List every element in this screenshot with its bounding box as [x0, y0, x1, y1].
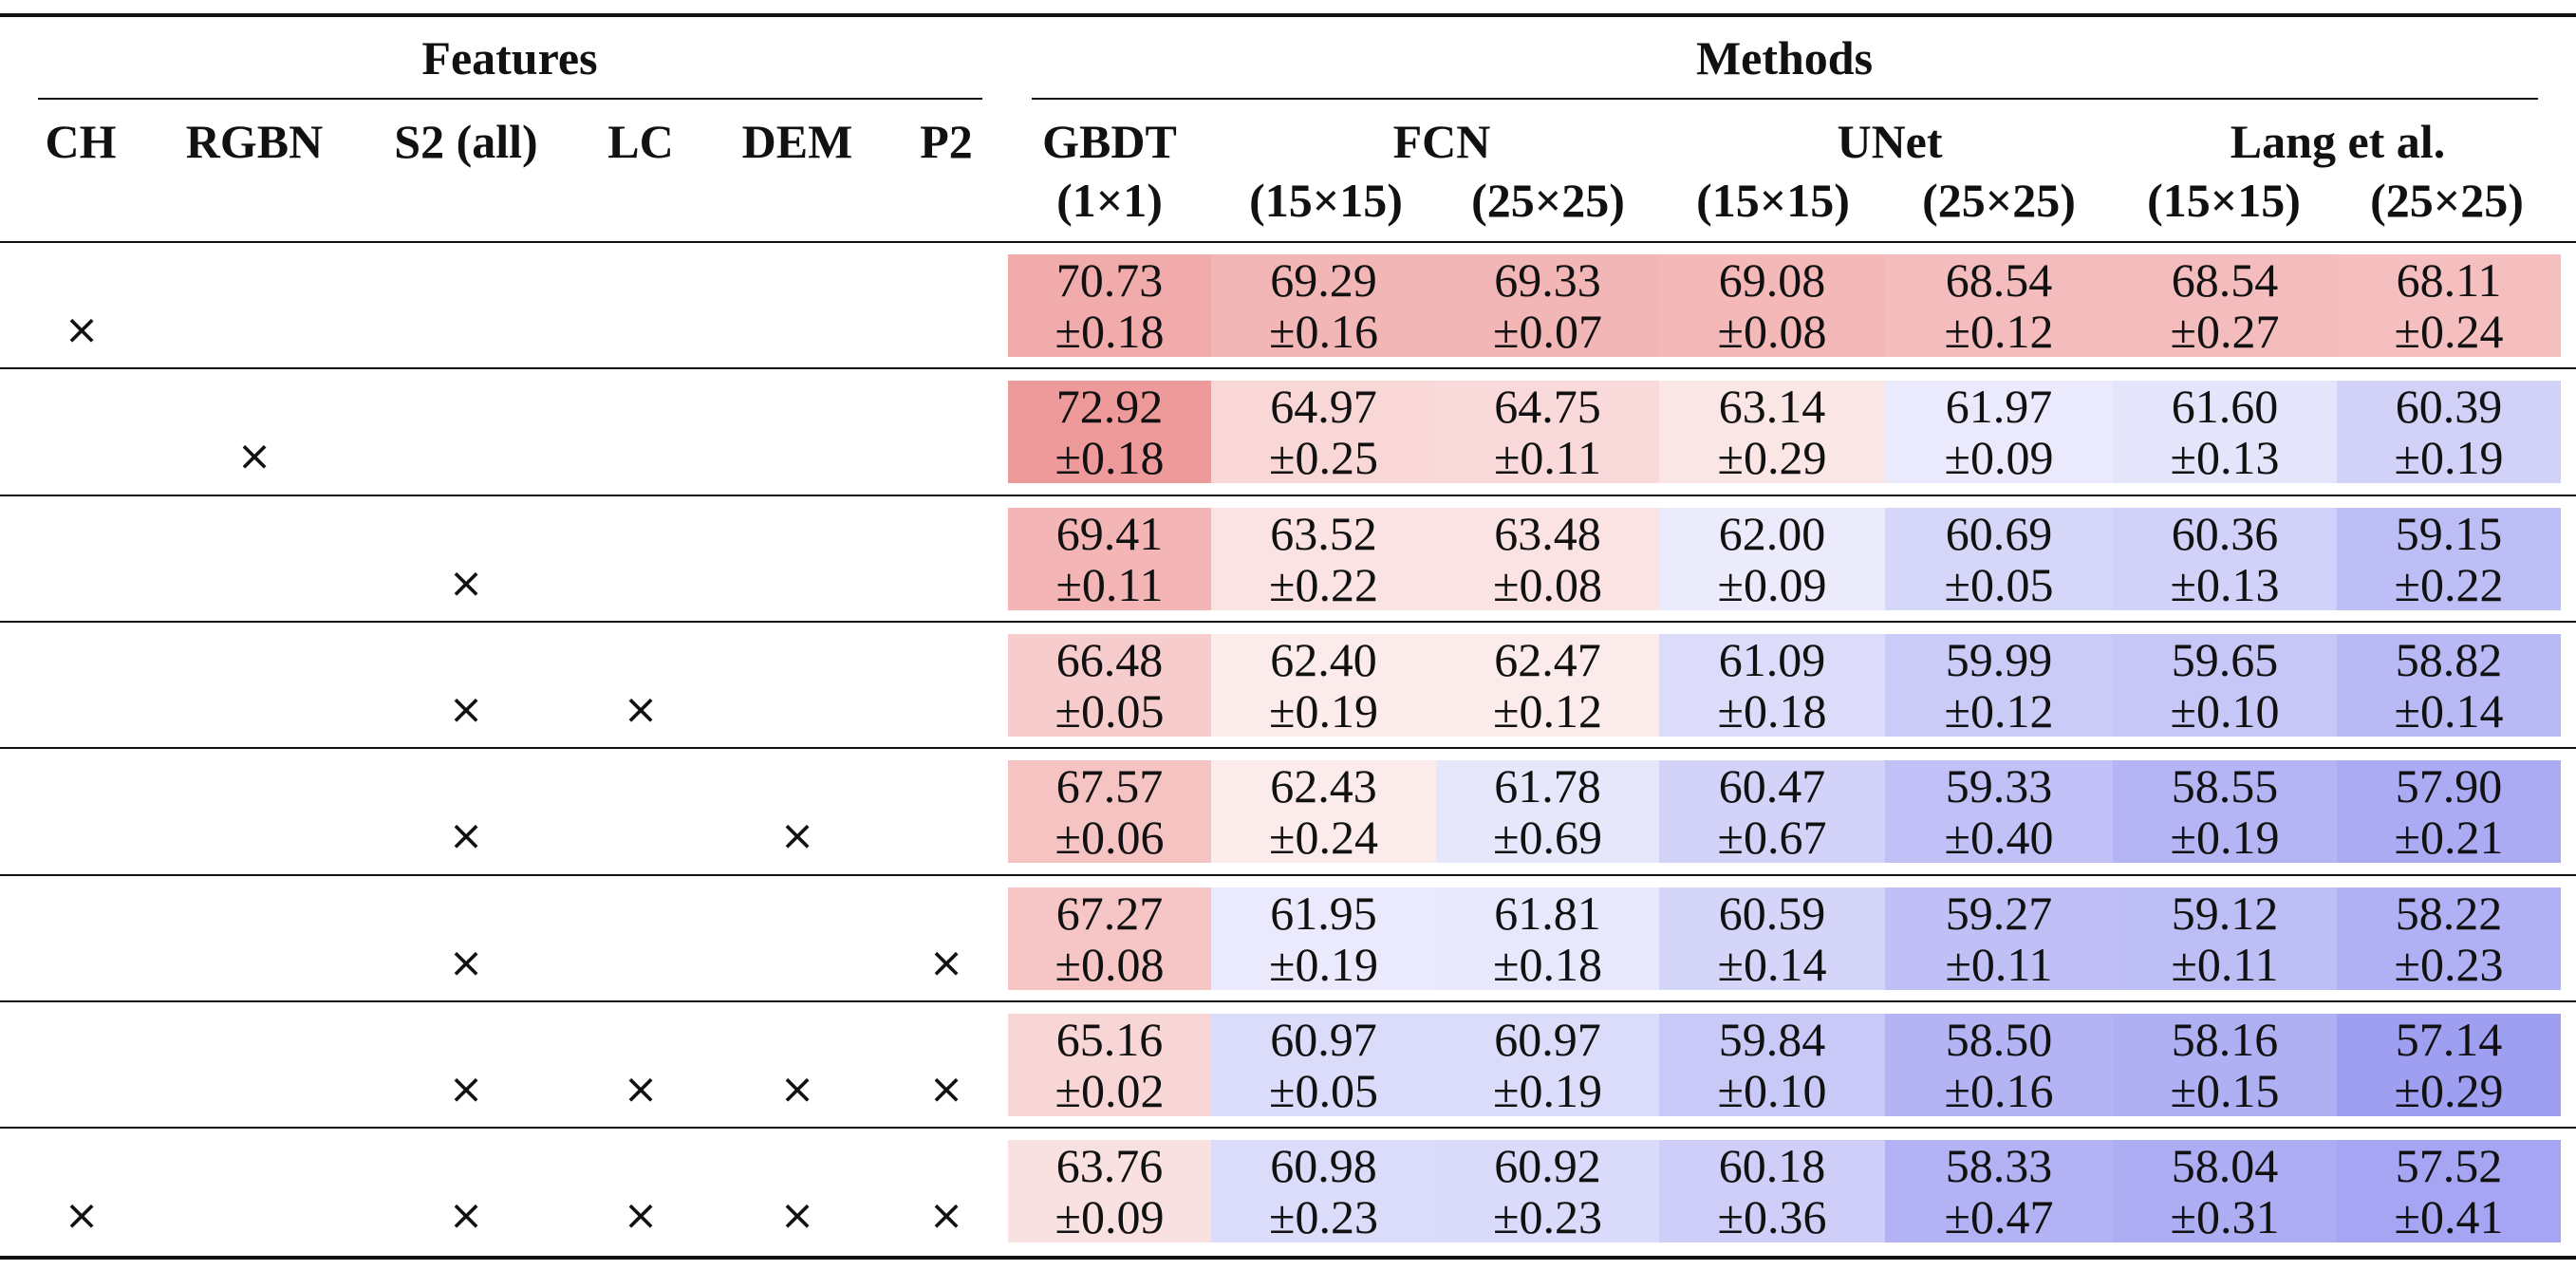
cell-std: ±0.25 — [1269, 431, 1378, 485]
feature-mark-ch: × — [64, 1191, 100, 1241]
cell-mean: 57.90 — [2395, 759, 2503, 813]
cell-mean: 59.65 — [2171, 632, 2279, 686]
cell-mean: 61.95 — [1270, 886, 1377, 940]
cell-std: ±0.41 — [2394, 1190, 2504, 1244]
cell-std: ±0.10 — [2170, 683, 2280, 738]
table-cell — [1885, 634, 2113, 737]
cell-mean: 61.81 — [1494, 886, 1601, 940]
size-header: (15×15) — [1696, 174, 1850, 227]
feature-mark-s2: × — [448, 684, 484, 734]
feature-mark-lc: × — [623, 1064, 659, 1113]
table-cell — [1436, 1140, 1659, 1242]
table-cell — [1885, 381, 2113, 483]
cell-mean: 70.73 — [1055, 253, 1164, 307]
table-cell — [1659, 1140, 1885, 1242]
cell-std: ±0.11 — [1055, 557, 1164, 611]
cell-std: ±0.18 — [1055, 431, 1165, 485]
size-header: (25×25) — [1922, 174, 2076, 227]
cell-std: ±0.14 — [1717, 937, 1827, 991]
cell-std: ±0.69 — [1493, 811, 1602, 865]
cell-mean: 60.97 — [1494, 1012, 1601, 1066]
cell-std: ±0.47 — [1944, 1190, 2054, 1244]
table-cell — [1436, 1014, 1659, 1116]
table-cell — [2113, 887, 2337, 990]
feature-mark-s2: × — [448, 938, 484, 987]
table-cell — [1659, 254, 1885, 357]
cell-std: ±0.24 — [2394, 305, 2504, 358]
cell-std: ±0.18 — [1493, 937, 1602, 991]
table-cell — [1436, 760, 1659, 863]
cell-mean: 59.99 — [1945, 632, 2053, 686]
table-cell — [2113, 254, 2337, 357]
cell-mean: 69.41 — [1055, 506, 1164, 560]
cell-mean: 58.04 — [2171, 1139, 2279, 1193]
cell-mean: 59.12 — [2171, 886, 2279, 940]
cell-mean: 60.39 — [2395, 380, 2503, 434]
cell-std: ±0.23 — [2394, 937, 2504, 991]
cell-mean: 58.22 — [2395, 886, 2503, 940]
table-cell — [1885, 508, 2113, 610]
cell-std: ±0.67 — [1717, 811, 1827, 865]
feature-mark-s2: × — [448, 558, 484, 607]
feature-mark-rgbn: × — [236, 432, 272, 481]
feature-header-dem: DEM — [741, 115, 853, 168]
table-cell — [1885, 1140, 2113, 1242]
cell-std: ±0.08 — [1493, 557, 1602, 611]
table-cell — [2113, 508, 2337, 610]
cell-std: ±0.11 — [1945, 937, 2053, 991]
cell-std: ±0.22 — [1269, 557, 1378, 611]
cell-mean: 59.27 — [1945, 886, 2053, 940]
cell-std: ±0.12 — [1493, 683, 1602, 738]
size-header: (1×1) — [1056, 174, 1163, 227]
cell-std: ±0.08 — [1055, 937, 1165, 991]
cell-mean: 65.16 — [1055, 1012, 1164, 1066]
row-separator — [0, 1000, 2576, 1002]
cell-mean: 57.52 — [2395, 1139, 2503, 1193]
cell-std: ±0.05 — [1269, 1063, 1378, 1117]
size-header: (15×15) — [2147, 174, 2301, 227]
cell-std: ±0.10 — [1717, 1063, 1827, 1117]
cell-std: ±0.19 — [2394, 431, 2504, 485]
cell-std: ±0.15 — [2170, 1063, 2280, 1117]
feature-header-p2: P2 — [920, 115, 973, 168]
size-header: (25×25) — [2370, 174, 2524, 227]
cell-mean: 60.69 — [1945, 506, 2053, 560]
table-cell — [1008, 634, 1211, 737]
cell-mean: 63.48 — [1494, 506, 1601, 560]
table-cell — [1008, 1014, 1211, 1116]
cell-std: ±0.09 — [1055, 1190, 1165, 1244]
cell-std: ±0.18 — [1055, 305, 1165, 358]
feature-header-ch: CH — [45, 115, 117, 168]
table-cell — [1008, 254, 1211, 357]
cell-std: ±0.16 — [1944, 1063, 2054, 1117]
cell-std: ±0.29 — [1717, 431, 1827, 485]
table-cell — [1008, 887, 1211, 990]
cell-mean: 62.00 — [1718, 506, 1826, 560]
feature-mark-ch: × — [64, 306, 100, 354]
cell-mean: 57.14 — [2395, 1012, 2503, 1066]
feature-mark-lc: × — [623, 684, 659, 734]
table-cell — [1211, 508, 1436, 610]
method-header-unet: UNet — [1837, 115, 1943, 168]
cell-std: ±0.29 — [2394, 1063, 2504, 1117]
table-cell — [2113, 634, 2337, 737]
cell-mean: 72.92 — [1055, 380, 1164, 434]
row-separator — [0, 495, 2576, 496]
method-header-fcn: FCN — [1392, 115, 1491, 168]
cell-mean: 68.11 — [2396, 253, 2502, 307]
cell-mean: 58.16 — [2171, 1012, 2279, 1066]
feature-mark-dem: × — [779, 1191, 815, 1241]
cell-std: ±0.05 — [1055, 683, 1165, 738]
cell-std: ±0.16 — [1269, 305, 1378, 358]
cell-mean: 61.60 — [2171, 380, 2279, 434]
cell-mean: 61.97 — [1945, 380, 2053, 434]
cell-std: ±0.09 — [1717, 557, 1827, 611]
cell-std: ±0.22 — [2394, 557, 2504, 611]
cell-std: ±0.12 — [1944, 683, 2054, 738]
table-cell — [2337, 1014, 2561, 1116]
feature-mark-s2: × — [448, 1191, 484, 1241]
cell-mean: 60.98 — [1270, 1139, 1377, 1193]
table-cell — [1211, 381, 1436, 483]
cell-std: ±0.08 — [1717, 305, 1827, 358]
cell-std: ±0.07 — [1493, 305, 1602, 358]
row-separator — [0, 1127, 2576, 1129]
table-cell — [1659, 508, 1885, 610]
methods-group-rule — [1032, 98, 2538, 100]
cell-mean: 61.78 — [1494, 759, 1601, 813]
table-cell — [1885, 1014, 2113, 1116]
feature-header-s2: S2 (all) — [394, 115, 538, 168]
methods-group-header: Methods — [1695, 31, 1874, 84]
cell-mean: 64.97 — [1270, 380, 1377, 434]
table-cell — [2337, 1140, 2561, 1242]
feature-mark-lc: × — [623, 1191, 659, 1241]
cell-std: ±0.11 — [1493, 431, 1602, 485]
table-cell — [1436, 634, 1659, 737]
table-cell — [2337, 634, 2561, 737]
cell-mean: 69.33 — [1494, 253, 1601, 307]
cell-std: ±0.09 — [1944, 431, 2054, 485]
table-cell — [1008, 1140, 1211, 1242]
table-cell — [1008, 381, 1211, 483]
cell-std: ±0.23 — [1493, 1190, 1602, 1244]
cell-std: ±0.11 — [2171, 937, 2279, 991]
table-cell — [2113, 1014, 2337, 1116]
size-header: (25×25) — [1471, 174, 1625, 227]
cell-std: ±0.18 — [1717, 683, 1827, 738]
cell-std: ±0.36 — [1717, 1190, 1827, 1244]
cell-mean: 63.52 — [1270, 506, 1377, 560]
cell-std: ±0.06 — [1055, 811, 1165, 865]
cell-mean: 59.84 — [1718, 1012, 1826, 1066]
cell-mean: 62.47 — [1494, 632, 1601, 686]
cell-std: ±0.21 — [2394, 811, 2504, 865]
cell-std: ±0.19 — [1493, 1063, 1602, 1117]
cell-mean: 60.18 — [1718, 1139, 1826, 1193]
cell-mean: 68.54 — [2171, 253, 2279, 307]
table-cell — [1211, 760, 1436, 863]
row-separator — [0, 367, 2576, 369]
table-cell — [1436, 254, 1659, 357]
table-cell — [2337, 254, 2561, 357]
table-cell — [2337, 760, 2561, 863]
table-cell — [1885, 760, 2113, 863]
cell-std: ±0.19 — [1269, 937, 1378, 991]
table-cell — [1008, 508, 1211, 610]
cell-std: ±0.13 — [2170, 557, 2280, 611]
row-separator — [0, 621, 2576, 623]
cell-mean: 66.48 — [1055, 632, 1164, 686]
table-cell — [1436, 887, 1659, 990]
cell-std: ±0.31 — [2170, 1190, 2280, 1244]
cell-std: ±0.13 — [2170, 431, 2280, 485]
cell-std: ±0.14 — [2394, 683, 2504, 738]
cell-mean: 68.54 — [1945, 253, 2053, 307]
cell-mean: 67.57 — [1055, 759, 1164, 813]
cell-std: ±0.19 — [1269, 683, 1378, 738]
cell-mean: 60.36 — [2171, 506, 2279, 560]
cell-mean: 60.59 — [1718, 886, 1826, 940]
feature-mark-dem: × — [779, 1064, 815, 1113]
features-group-header: Features — [421, 31, 598, 84]
table-cell — [1436, 508, 1659, 610]
cell-std: ±0.19 — [2170, 811, 2280, 865]
cell-mean: 58.50 — [1945, 1012, 2053, 1066]
cell-mean: 62.40 — [1270, 632, 1377, 686]
table-cell — [1659, 634, 1885, 737]
feature-mark-dem: × — [779, 812, 815, 861]
table-cell — [2337, 887, 2561, 990]
feature-mark-p2: × — [928, 1064, 964, 1113]
row-separator — [0, 874, 2576, 876]
table-cell — [1211, 634, 1436, 737]
cell-std: ±0.02 — [1055, 1063, 1165, 1117]
feature-mark-p2: × — [928, 938, 964, 987]
table-cell — [1659, 760, 1885, 863]
feature-header-lc: LC — [607, 115, 674, 168]
table-cell — [2113, 760, 2337, 863]
feature-header-rgbn: RGBN — [185, 115, 324, 168]
table-cell — [1211, 1014, 1436, 1116]
cell-mean: 69.29 — [1270, 253, 1377, 307]
cell-mean: 69.08 — [1718, 253, 1826, 307]
table-cell — [1211, 887, 1436, 990]
feature-mark-p2: × — [928, 1191, 964, 1241]
table-cell — [1885, 254, 2113, 357]
cell-mean: 64.75 — [1494, 380, 1601, 434]
table-cell — [1885, 887, 2113, 990]
table-cell — [1659, 381, 1885, 483]
cell-mean: 58.82 — [2395, 632, 2503, 686]
table-cell — [2113, 381, 2337, 483]
feature-mark-s2: × — [448, 1064, 484, 1113]
top-rule — [0, 13, 2576, 17]
cell-mean: 67.27 — [1055, 886, 1164, 940]
cell-mean: 63.14 — [1718, 380, 1826, 434]
cell-std: ±0.24 — [1269, 811, 1378, 865]
cell-mean: 58.33 — [1945, 1139, 2053, 1193]
cell-mean: 60.97 — [1270, 1012, 1377, 1066]
cell-mean: 61.09 — [1718, 632, 1826, 686]
cell-mean: 62.43 — [1270, 759, 1377, 813]
table-cell — [2113, 1140, 2337, 1242]
cell-std: ±0.23 — [1269, 1190, 1378, 1244]
cell-mean: 59.15 — [2395, 506, 2503, 560]
method-header-lang: Lang et al. — [2230, 115, 2446, 168]
cell-mean: 60.92 — [1494, 1139, 1601, 1193]
cell-std: ±0.12 — [1944, 305, 2054, 358]
cell-std: ±0.05 — [1944, 557, 2054, 611]
method-header-gbdt: GBDT — [1042, 115, 1177, 168]
table-cell — [1211, 1140, 1436, 1242]
table-cell — [2337, 508, 2561, 610]
feature-mark-s2: × — [448, 812, 484, 861]
cell-mean: 59.33 — [1945, 759, 2053, 813]
table-cell — [1659, 887, 1885, 990]
table-cell — [1211, 254, 1436, 357]
table-cell — [1436, 381, 1659, 483]
table-cell — [1659, 1014, 1885, 1116]
row-separator — [0, 747, 2576, 749]
table-cell — [1008, 760, 1211, 863]
cell-mean: 60.47 — [1718, 759, 1826, 813]
bottom-rule — [0, 1256, 2576, 1260]
cell-std: ±0.40 — [1944, 811, 2054, 865]
features-group-rule — [38, 98, 982, 100]
table-cell — [2337, 381, 2561, 483]
cell-std: ±0.27 — [2170, 305, 2280, 358]
cell-mean: 58.55 — [2171, 759, 2279, 813]
cell-mean: 63.76 — [1055, 1139, 1164, 1193]
size-header: (15×15) — [1249, 174, 1403, 227]
header-bottom-rule — [0, 241, 2576, 243]
